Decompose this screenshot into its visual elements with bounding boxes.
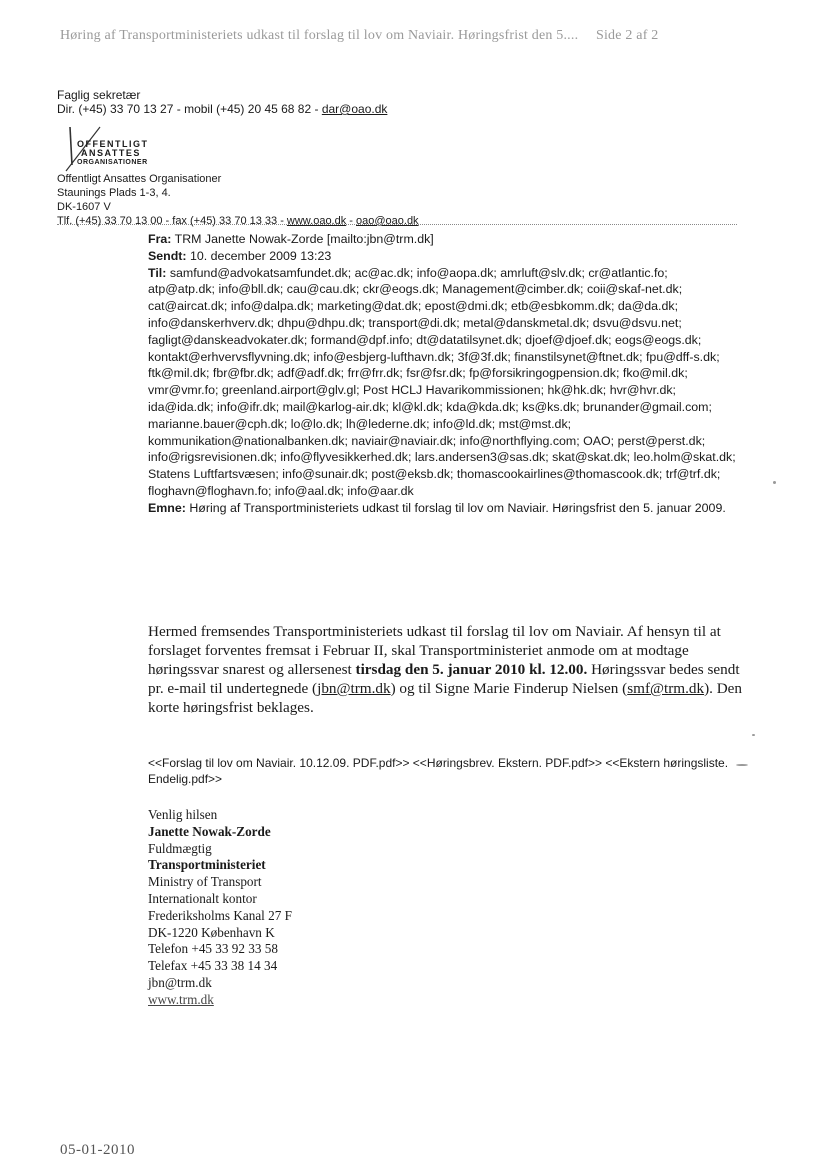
page-header [60,28,780,44]
org-separator: - [346,215,357,227]
sig-city: DK-1220 København K [148,924,275,940]
sig-street: Frederiksholms Kanal 27 F [148,907,292,923]
from-label: Fra: [148,232,172,246]
scan-speck [752,734,755,736]
divider [57,224,737,225]
sent-label: Sendt: [148,248,187,263]
logo-line-1: OFFENTLIGT [77,139,149,149]
to-line [148,265,738,500]
logo-line-3: ORGANISATIONER [77,159,148,166]
sig-fax: Telefax +45 33 38 14 34 [148,958,278,974]
org-phone-line [57,214,419,228]
org-name: Offentligt Ansattes Organisationer [57,173,222,185]
body-email-1[interactable]: jbn@trm.dk [317,680,391,697]
from-line [148,231,738,248]
org-web-link[interactable]: www.oao.dk [286,215,347,227]
sig-ministry-en: Ministry of Transport [148,874,262,890]
sig-phone: Telefon +45 33 92 33 58 [148,941,278,957]
from-value: TRM Janette Nowak-Zorde [mailto:jbn@trm.dk] [174,232,434,246]
sig-ministry: Transportministeriet [148,857,266,873]
subject-line [148,500,738,517]
subject-label: Emne: [148,500,186,515]
body-part-2: Høringssvar bedes sendt pr. e-mail til undertegnede ( [148,661,740,697]
org-city: DK-1607 V [57,201,111,213]
sig-name: Janette Nowak-Zorde [148,823,271,839]
signature [148,807,292,1009]
to-label: Til: [148,265,167,280]
mail-header [148,231,738,517]
sig-email: jbn@trm.dk [148,974,212,990]
org-phone-fax: Tlf. (+45) 33 70 13 00 - fax (+45) 33 70 13 33 - [57,215,287,227]
footer-date: 05-01-2010 [60,1142,135,1158]
body-part-1: Hermed fremsendes Transportministeriets udkast til forslag til lov om Naviair. Af hensyn til at forslaget forventes fremsat i Februar II, skal Transportministeriet anmode om at modtage høringssvar snarest og allersenest [148,623,721,678]
org-street: Staunings Plads 1-3, 4. [57,187,171,199]
sig-title: Fuldmægtig [148,840,212,856]
org-email-link[interactable]: oao@oao.dk [356,215,419,227]
sender-email-link[interactable]: dar@oao.dk [321,102,388,116]
sent-line [148,248,738,265]
page-number: Side 2 af 2 [595,28,659,43]
message-body [148,622,748,717]
sig-greeting: Venlig hilsen [148,807,218,822]
sender-contact [57,102,387,116]
header-title: Høring af Transportministeriets udkast til forslag til lov om Naviair. Høringsfrist den 5.... [60,28,579,43]
sender-address [57,172,419,228]
logo-line-2: ANSATTES [81,148,141,158]
sig-web-link[interactable]: www.trm.dk [148,991,214,1007]
sender-contact-text: Dir. (+45) 33 70 13 27 - mobil (+45) 20 45 68 82 - [57,102,322,116]
body-email-2[interactable]: smf@trm.dk [627,680,705,697]
sig-office: Internationalt kontor [148,890,257,906]
scan-speck [736,764,748,766]
body-deadline: tirsdag den 5. januar 2010 kl. 12.00. [355,661,588,678]
body-part-3: ) og til Signe Marie Finderup Nielsen ( [390,680,628,697]
scan-speck [773,481,776,484]
to-value: samfund@advokatsamfundet.dk; ac@ac.dk; info@aopa.dk; amrluft@slv.dk; cr@atlantic.fo; atp@atp.dk; info@bll.dk; cau@cau.dk; ckr@eogs.dk; Management@cimber.dk; coii@skaf-net.dk; cat@aircat.dk; info@dalpa.dk; marketing@dat.dk; epost@dmi.dk; etb@esbkomm.dk; da@da.dk; info@danskerhverv.dk; dhpu@dhpu.dk; transport@di.dk; metal@danskmetal.dk; dsvu@dsvu.net; fagligt@danskeadvokater.dk; formand@dpf.info; dt@datatilsynet.dk; djoef@djoef.dk; eogs@eogs.dk; kontakt@erhvervsflyvning.dk; info@esbjerg-lufthavn.dk; 3f@3f.dk; finanstilsynet@ftnet.dk; fpu@dff-s.dk; ftk@mil.dk; fbr@fbr.dk; adf@adf.dk; frr@frr.dk; fsr@fsr.dk; fp@forsikringogpension.dk; fko@mil.dk; vmr@vmr.fo; greenland.airport@glv.gl; Post HCLJ Havarikommissionen; hk@hk.dk; hvr@hvr.dk; ida@ida.dk; info@ifr.dk; mail@karlog-air.dk; kl@kl.dk; kda@kda.dk; ks@ks.dk; brunander@gmail.com; marianne.bauer@cph.dk; lo@lo.dk; lh@lederne.dk; info@ld.dk; mst@mst.dk; kommunikation@nationalbanken.dk; naviair@naviair.dk; info@northflying.com; OAO; perst@perst.dk; info@rigsrevisionen.dk; info@flyvesikkerhed.dk; lars.andersen3@sas.dk; skat@skat.dk; leo.holm@skat.dk; Statens Luftfartsvæsen; info@sunair.dk; post@eksb.dk; thomascookairlines@thomascook.dk; trf@trf.dk; floghavn@floghavn.fo; info@aal.dk; info@aar.dk [148,265,736,498]
logo-lettering [77,140,149,167]
attachments[interactable]: <<Forslag til lov om Naviair. 10.12.09. PDF.pdf>> <<Høringsbrev. Ekstern. PDF.pdf>> <<Ekstern høringsliste. Endelig.pdf>> [148,756,729,786]
body-part-4: ). Den korte høringsfrist beklages. [148,680,743,716]
sender-role: Faglig sekretær [57,88,141,102]
sent-value: 10. december 2009 13:23 [190,248,332,263]
subject-value: Høring af Transportministeriets udkast til forslag til lov om Naviair. Høringsfrist den 5. januar 2009. [189,500,726,515]
